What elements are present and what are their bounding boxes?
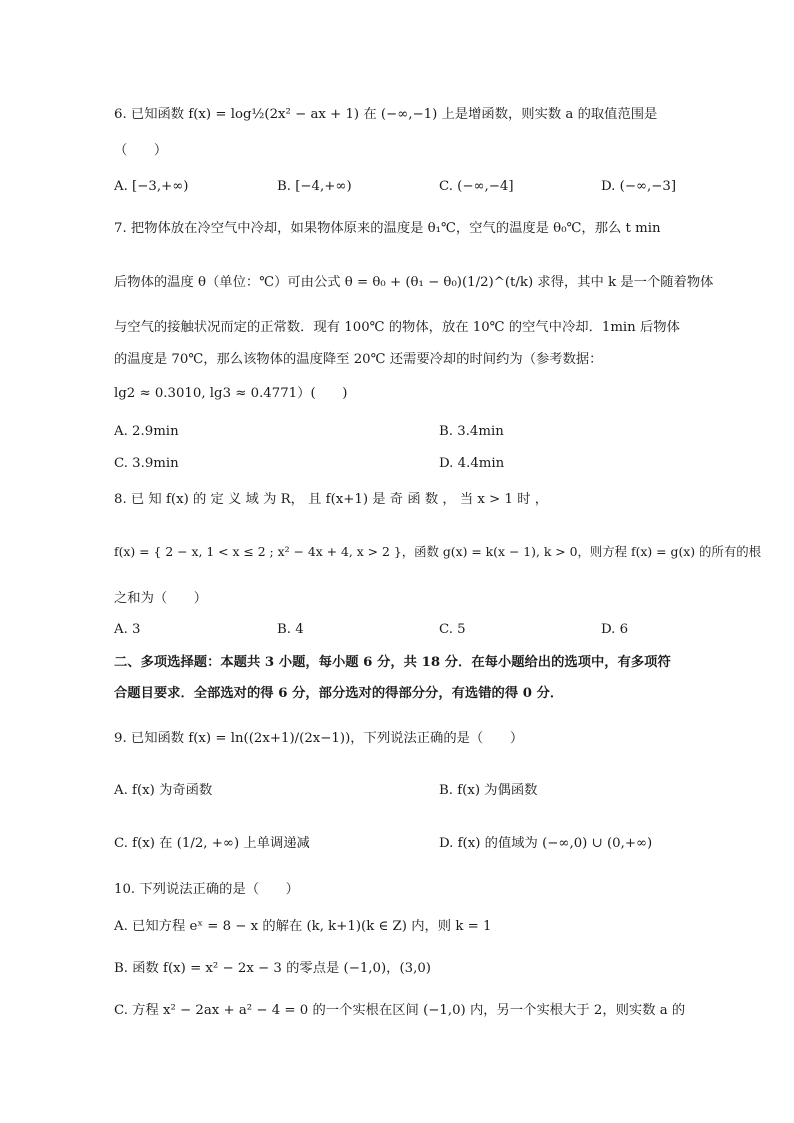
q8-stem-line1: 8. 已 知 f(x) 的 定 义 域 为 R， 且 f(x+1) 是 奇 函 数 ， 当 x > 1 时 ， xyxy=(114,492,549,507)
q8-option-c: C. 5 xyxy=(439,622,466,637)
section2-heading-line1: 二、多项选择题：本题共 3 小题，每小题 6 分，共 18 分．在每小题给出的选项中，有多项符 xyxy=(114,655,671,670)
q8-option-a: A. 3 xyxy=(114,622,141,637)
q10-option-a: A. 已知方程 eˣ = 8 − x 的解在 (k, k+1)(k ∈ Z) 内，则 k = 1 xyxy=(114,919,492,934)
q7-stem-line5: lg2 ≈ 0.3010, lg3 ≈ 0.4771）( ) xyxy=(114,386,348,401)
q8-stem-line3: 之和为（ ） xyxy=(114,591,208,606)
q6-option-b: B. [−4,+∞) xyxy=(277,179,352,194)
q7-stem-line4: 的温度是 70℃，那么该物体的温度降至 20℃ 还需要冷却的时间约为（参考数据： xyxy=(114,352,603,367)
q6-option-a: A. [−3,+∞) xyxy=(114,179,189,194)
q7-stem-line2: 后物体的温度 θ（单位：℃）可由公式 θ = θ₀ + (θ₁ − θ₀)(1/2)^(t/k) 求得，其中 k 是一个随着物体 xyxy=(114,275,714,290)
q6-option-c: C. (−∞,−4] xyxy=(439,179,514,194)
q7-stem-line1: 7. 把物体放在冷空气中冷却，如果物体原来的温度是 θ₁℃，空气的温度是 θ₀℃，那么 t min xyxy=(114,221,661,236)
q9-option-a: A. f(x) 为奇函数 xyxy=(114,783,213,798)
q7-option-a: A. 2.9min xyxy=(114,424,179,439)
q7-stem-line3: 与空气的接触状况而定的正常数．现有 100℃ 的物体，放在 10℃ 的空气中冷却．1min 后物体 xyxy=(114,320,680,335)
q6-stem-line1: 6. 已知函数 f(x) = log½(2x² − ax + 1) 在 (−∞,−1) 上是增函数，则实数 a 的取值范围是 xyxy=(114,107,658,122)
q8-stem-line2: f(x) = { 2 − x, 1 < x ≤ 2 ; x² − 4x + 4, x > 2 }，函数 g(x) = k(x − 1), k > 0，则方程 f(x) = g(x) 的所有的根 xyxy=(114,544,761,559)
q9-option-b: B. f(x) 为偶函数 xyxy=(439,783,538,798)
q10-option-b: B. 函数 f(x) = x² − 2x − 3 的零点是 (−1,0)，(3,0) xyxy=(114,961,431,976)
q10-option-c: C. 方程 x² − 2ax + a² − 4 = 0 的一个实根在区间 (−1,0) 内，另一个实根大于 2，则实数 a 的 xyxy=(114,1003,686,1018)
q10-stem: 10. 下列说法正确的是（ ） xyxy=(114,882,299,897)
q8-option-d: D. 6 xyxy=(601,622,629,637)
q7-option-c: C. 3.9min xyxy=(114,456,179,471)
q9-stem: 9. 已知函数 f(x) = ln((2x+1)/(2x−1))，下列说法正确的是（ ） xyxy=(114,731,524,746)
q9-option-c: C. f(x) 在 (1/2, +∞) 上单调递减 xyxy=(114,836,310,851)
q6-stem-line2: （ ） xyxy=(114,143,168,158)
q8-option-b: B. 4 xyxy=(277,622,304,637)
q7-option-d: D. 4.4min xyxy=(439,456,505,471)
q7-option-b: B. 3.4min xyxy=(439,424,504,439)
q6-option-d: D. (−∞,−3] xyxy=(601,179,677,194)
section2-heading-line2: 合题目要求．全部选对的得 6 分，部分选对的得部分分，有选错的得 0 分． xyxy=(114,686,564,701)
q9-option-d: D. f(x) 的值域为 (−∞,0) ∪ (0,+∞) xyxy=(439,836,653,851)
